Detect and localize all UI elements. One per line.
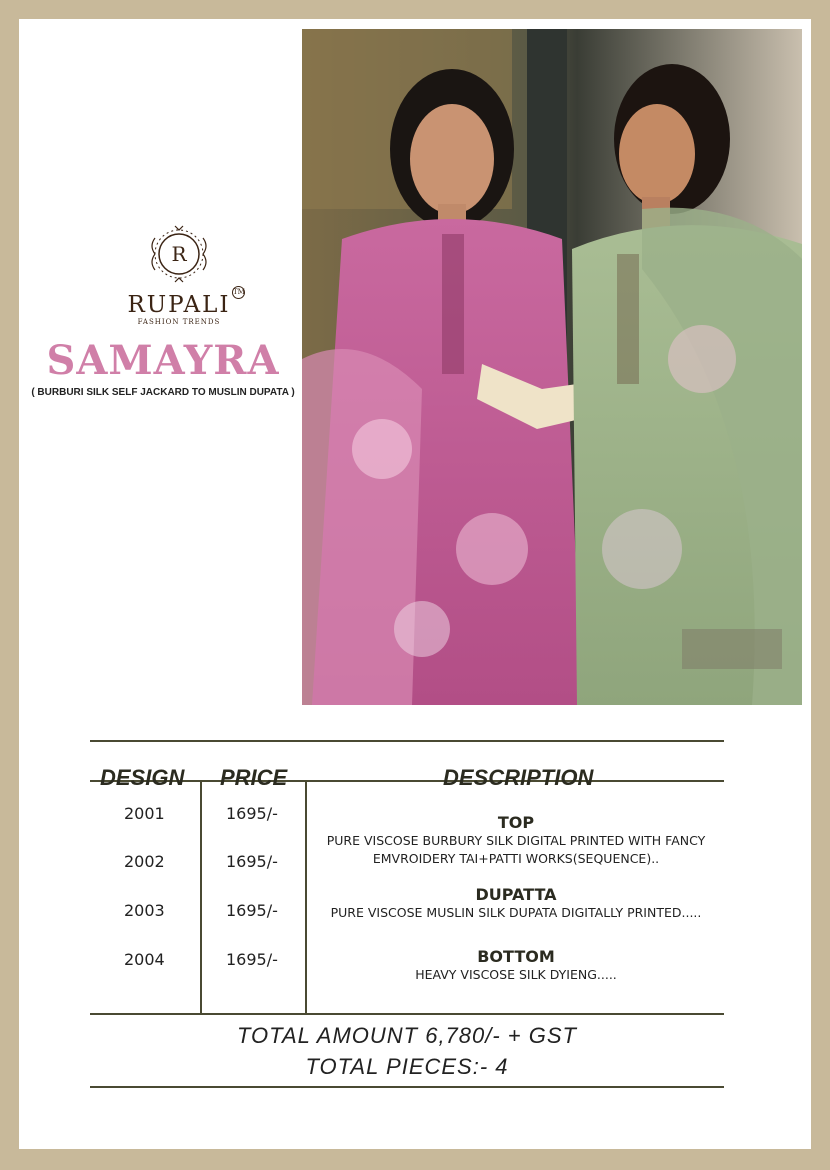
table-bottom-rule bbox=[90, 1013, 724, 1015]
description-dupatta bbox=[307, 885, 725, 922]
top-heading: TOP bbox=[497, 813, 535, 832]
brand-name: RUPALI bbox=[127, 292, 231, 318]
catalog-card bbox=[19, 19, 811, 1149]
table-top-rule bbox=[90, 740, 724, 742]
top-line-1: PURE VISCOSE BURBURY SILK DIGITAL PRINTED WITH FANCY bbox=[326, 833, 706, 848]
price-value: 1695/- bbox=[226, 852, 278, 871]
column-divider-1 bbox=[200, 782, 202, 1014]
description-bottom bbox=[307, 947, 725, 984]
header-design: DESIGN bbox=[100, 765, 185, 790]
price-value: 1695/- bbox=[226, 901, 278, 920]
header-price: PRICE bbox=[220, 765, 288, 790]
design-code: 2003 bbox=[124, 901, 165, 920]
dupatta-heading: DUPATTA bbox=[475, 885, 557, 904]
bottom-line-1: HEAVY VISCOSE SILK DYIENG..... bbox=[415, 967, 617, 982]
brand-name-wrap bbox=[119, 288, 245, 318]
brand-logo bbox=[119, 224, 245, 326]
table-header-rule bbox=[90, 780, 724, 782]
price-value: 1695/- bbox=[226, 804, 278, 823]
product-title: SAMAYRA bbox=[46, 337, 280, 384]
price-value: 1695/- bbox=[226, 950, 278, 969]
total-amount: TOTAL AMOUNT 6,780/- + GST bbox=[237, 1023, 577, 1048]
product-photo bbox=[302, 29, 802, 705]
design-code: 2004 bbox=[124, 950, 165, 969]
logo-letter: R bbox=[171, 242, 187, 266]
design-code: 2002 bbox=[124, 852, 165, 871]
brand-tagline: FASHION TRENDS bbox=[137, 318, 221, 326]
totals-bottom-rule bbox=[90, 1086, 724, 1088]
fabric-note: ( BURBURI SILK SELF JACKARD TO MUSLIN DUPATA ) bbox=[31, 387, 295, 398]
bottom-heading: BOTTOM bbox=[477, 947, 555, 966]
trademark-badge: TM bbox=[232, 286, 245, 299]
monogram-icon bbox=[147, 224, 211, 284]
header-description: DESCRIPTION bbox=[443, 765, 594, 790]
design-code: 2001 bbox=[124, 804, 165, 823]
total-pieces: TOTAL PIECES:- 4 bbox=[305, 1054, 509, 1079]
models-illustration bbox=[302, 29, 802, 705]
description-top bbox=[307, 813, 725, 868]
dupatta-line-1: PURE VISCOSE MUSLIN SILK DUPATA DIGITALLY PRINTED..... bbox=[330, 905, 702, 920]
top-line-2: EMVROIDERY TAI+PATTI WORKS(SEQUENCE).. bbox=[372, 851, 660, 866]
